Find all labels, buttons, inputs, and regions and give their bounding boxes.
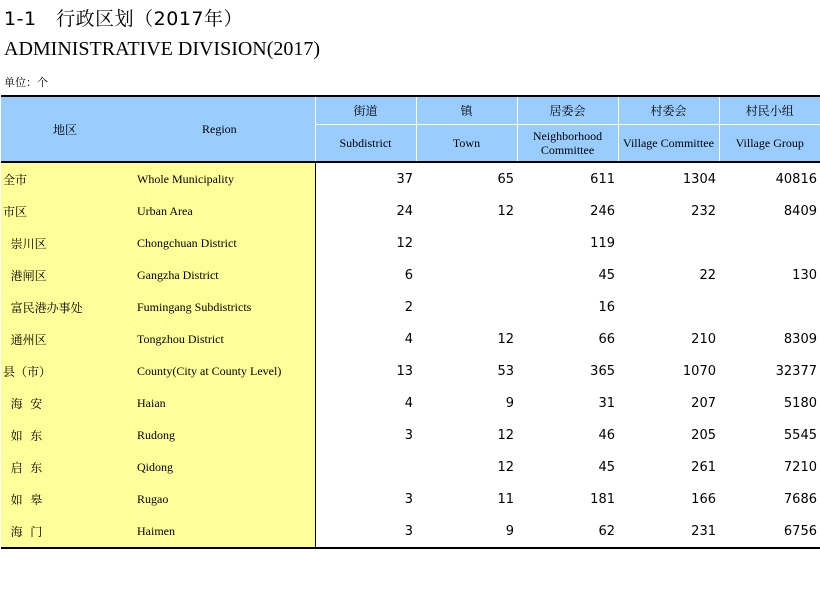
- page-title-english: ADMINISTRATIVE DIVISION(2017): [4, 38, 321, 60]
- village-committee-count: 210: [691, 331, 716, 347]
- table-row: [1, 451, 820, 483]
- unit-label: 单位：个: [4, 76, 48, 89]
- town-count: [416, 227, 517, 259]
- subdistrict-count: 6: [404, 267, 413, 283]
- region-name-en: Rugao: [134, 483, 315, 515]
- region-name-cn: 通州区: [1, 323, 134, 355]
- table-row: [1, 259, 820, 291]
- neighborhood-committee-count: 119: [590, 235, 615, 251]
- region-name-cn: 全市: [1, 162, 134, 195]
- region-name-cn: 启 东: [1, 451, 134, 483]
- neighborhood-committee-count: 31: [598, 395, 615, 411]
- region-name-en: Tongzhou District: [134, 323, 315, 355]
- town-count: 11: [497, 491, 514, 507]
- page-title-chinese: 1-1 行政区划（2017年）: [4, 8, 244, 30]
- header-village-committee-en: Village Committee: [618, 125, 719, 163]
- town-count: 12: [497, 203, 514, 219]
- region-name-cn: 崇川区: [1, 227, 134, 259]
- village-committee-count: 166: [691, 491, 716, 507]
- village-committee-count: 207: [691, 395, 716, 411]
- region-name-cn: 如 皋: [1, 483, 134, 515]
- administrative-division-table: [1, 95, 820, 549]
- table-row: [1, 323, 820, 355]
- table-row: [1, 387, 820, 419]
- region-name-en: Chongchuan District: [134, 227, 315, 259]
- village-group-count: 130: [792, 267, 817, 283]
- region-name-cn: 市区: [1, 195, 134, 227]
- region-name-en: Rudong: [134, 419, 315, 451]
- town-count: [416, 259, 517, 291]
- region-name-en: County(City at County Level): [134, 355, 315, 387]
- village-committee-count: 22: [699, 267, 716, 283]
- subdistrict-count: 3: [404, 491, 413, 507]
- neighborhood-committee-count: 365: [590, 363, 615, 379]
- neighborhood-committee-count: 45: [598, 267, 615, 283]
- header-village-group-en: Village Group: [719, 125, 820, 163]
- subdistrict-count: 3: [404, 427, 413, 443]
- header-town-en: Town: [416, 125, 517, 163]
- header-town-cn: 镇: [416, 96, 517, 125]
- town-count: 53: [497, 363, 514, 379]
- region-name-en: Whole Municipality: [134, 162, 315, 195]
- subdistrict-count: [315, 451, 416, 483]
- region-name-cn: 如 东: [1, 419, 134, 451]
- neighborhood-committee-count: 46: [598, 427, 615, 443]
- town-count: 9: [505, 395, 514, 411]
- village-group-count: [719, 291, 820, 323]
- subdistrict-count: 3: [315, 515, 416, 548]
- village-committee-count: 1070: [682, 363, 716, 379]
- region-name-cn: 港闸区: [1, 259, 134, 291]
- subdistrict-count: 12: [396, 235, 413, 251]
- village-committee-count: 261: [691, 459, 716, 475]
- table-row: [1, 483, 820, 515]
- village-group-count: [719, 227, 820, 259]
- village-group-count: 7686: [783, 491, 817, 507]
- region-name-en: Urban Area: [134, 195, 315, 227]
- village-committee-count: 1304: [682, 171, 716, 187]
- neighborhood-committee-count: 66: [598, 331, 615, 347]
- table-row: [1, 227, 820, 259]
- town-count: 9: [416, 515, 517, 548]
- region-name-en: Haian: [134, 387, 315, 419]
- town-count: [416, 291, 517, 323]
- header-subdistrict-en: Subdistrict: [315, 125, 416, 163]
- region-name-en: Gangzha District: [134, 259, 315, 291]
- subdistrict-count: 4: [404, 395, 413, 411]
- header-neighborhood-committee-en: Neighborhood Committee: [517, 125, 618, 163]
- subdistrict-count: 13: [396, 363, 413, 379]
- neighborhood-committee-count: 62: [517, 515, 618, 548]
- table-row: [1, 291, 820, 323]
- subdistrict-count: 37: [396, 171, 413, 187]
- village-group-count: 32377: [775, 363, 817, 379]
- neighborhood-committee-count: 246: [590, 203, 615, 219]
- region-name-cn: 海 安: [1, 387, 134, 419]
- region-name-cn: 海 门: [1, 515, 134, 548]
- header-region-cn: 地区: [1, 96, 134, 162]
- neighborhood-committee-count: 181: [590, 491, 615, 507]
- village-committee-count: 231: [618, 515, 719, 548]
- neighborhood-committee-count: 611: [590, 171, 615, 187]
- village-group-count: 5545: [783, 427, 817, 443]
- table-row: [1, 355, 820, 387]
- subdistrict-count: 2: [404, 299, 413, 315]
- table-row: [1, 195, 820, 227]
- village-committee-count: [618, 291, 719, 323]
- header-village-committee-cn: 村委会: [618, 96, 719, 125]
- region-name-en: Fumingang Subdistricts: [134, 291, 315, 323]
- town-count: 12: [497, 331, 514, 347]
- subdistrict-count: 4: [404, 331, 413, 347]
- header-region-en: Region: [134, 96, 315, 162]
- neighborhood-committee-count: 16: [598, 299, 615, 315]
- region-name-cn: 县（市）: [1, 355, 134, 387]
- village-committee-count: 232: [691, 203, 716, 219]
- village-group-count: 7210: [783, 459, 817, 475]
- header-neighborhood-committee-cn: 居委会: [517, 96, 618, 125]
- table-row: [1, 162, 820, 195]
- village-group-count: 8409: [783, 203, 817, 219]
- village-group-count: 8309: [783, 331, 817, 347]
- village-committee-count: [618, 227, 719, 259]
- neighborhood-committee-count: 45: [598, 459, 615, 475]
- table-row: [1, 419, 820, 451]
- table-row: [1, 515, 820, 548]
- village-committee-count: 205: [691, 427, 716, 443]
- village-group-count: 40816: [775, 171, 817, 187]
- village-group-count: 6756: [719, 515, 820, 548]
- header-subdistrict-cn: 街道: [315, 96, 416, 125]
- region-name-cn: 富民港办事处: [1, 291, 134, 323]
- town-count: 12: [497, 427, 514, 443]
- header-village-group-cn: 村民小组: [719, 96, 820, 125]
- region-name-en: Qidong: [134, 451, 315, 483]
- town-count: 12: [497, 459, 514, 475]
- region-name-en: Haimen: [134, 515, 315, 548]
- subdistrict-count: 24: [396, 203, 413, 219]
- village-group-count: 5180: [783, 395, 817, 411]
- town-count: 65: [497, 171, 514, 187]
